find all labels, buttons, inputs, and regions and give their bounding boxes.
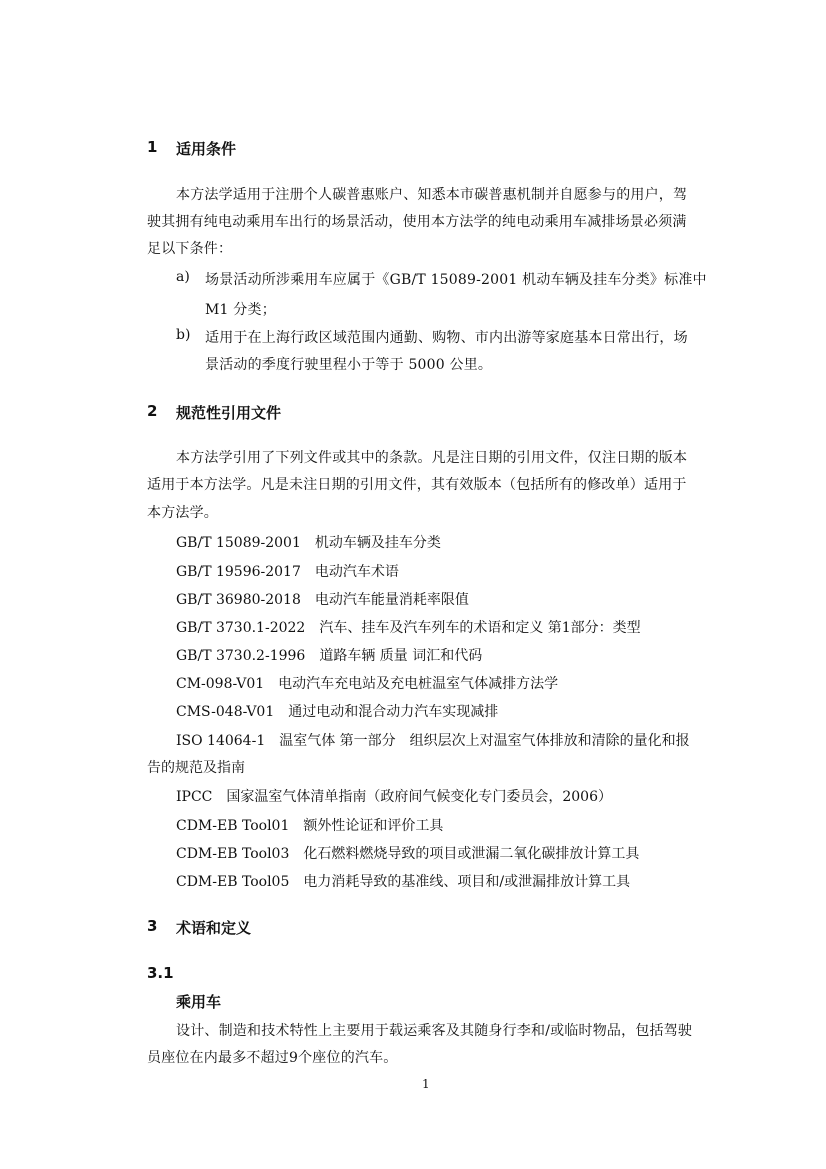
reference-item: CM-098-V01 电动汽车充电站及充电桩温室气体减排方法学: [176, 676, 559, 692]
reference-item: CDM-EB Tool01 额外性论证和评价工具: [176, 818, 444, 834]
term-definition-line-2: 员座位在内最多不超过9个座位的汽车。: [147, 1050, 398, 1066]
page-number: 1: [422, 1077, 430, 1091]
term-definition-line-1: 设计、制造和技术特性上主要用于载运乘客及其随身行李和/或临时物品，包括驾驶: [176, 1023, 693, 1039]
reference-item: GB/T 3730.1-2022 汽车、挂车及汽车列车的术语和定义 第1部分：类型: [176, 620, 641, 636]
reference-item: CMS-048-V01 通过电动和混合动力汽车实现减排: [176, 704, 499, 720]
section-1-number: 1: [147, 138, 158, 156]
reference-item: GB/T 15089-2001 机动车辆及挂车分类: [176, 535, 441, 551]
section-3-title: 术语和定义: [176, 919, 252, 937]
subsection-3-1-number: 3.1: [147, 964, 174, 982]
reference-item-continuation: 告的规范及指南: [147, 760, 245, 776]
section-2-para-line-1: 本方法学引用了下列文件或其中的条款。凡是注日期的引用文件，仅注日期的版本: [176, 450, 688, 466]
reference-item: GB/T 36980-2018 电动汽车能量消耗率限值: [176, 592, 469, 608]
section-1-title: 适用条件: [176, 140, 237, 158]
section-1-para-line-3: 足以下条件：: [147, 241, 233, 257]
section-2-para-line-3: 本方法学。: [147, 505, 218, 521]
reference-item: IPCC 国家温室气体清单指南（政府间气候变化专门委员会，2006）: [176, 789, 613, 805]
section-1-para-line-2: 驶其拥有纯电动乘用车出行的场景活动，使用本方法学的纯电动乘用车减排场景必须满: [147, 214, 687, 230]
section-2-title: 规范性引用文件: [176, 404, 282, 422]
list-item-b-line-2: 景活动的季度行驶里程小于等于 5000 公里。: [205, 357, 493, 373]
reference-item: CDM-EB Tool03 化石燃料燃烧导致的项目或泄漏二氧化碳排放计算工具: [176, 846, 640, 862]
list-item-a-line-1: 场景活动所涉乘用车应属于《GB/T 15089-2001 机动车辆及挂车分类》标准中: [205, 272, 707, 288]
list-item-a-line-2: M1 分类；: [205, 302, 276, 318]
section-3-number: 3: [147, 917, 158, 935]
list-item-a-label: a): [176, 269, 190, 285]
list-item-b-line-1: 适用于在上海行政区域范围内通勤、购物、市内出游等家庭基本日常出行，场: [205, 330, 688, 346]
reference-item: GB/T 3730.2-1996 道路车辆 质量 词汇和代码: [176, 648, 483, 664]
section-1-para-line-1: 本方法学适用于注册个人碳普惠账户、知悉本市碳普惠机制并自愿参与的用户，驾: [176, 187, 688, 203]
reference-item: CDM-EB Tool05 电力消耗导致的基准线、项目和/或泄漏排放计算工具: [176, 874, 631, 890]
reference-item: GB/T 19596-2017 电动汽车术语: [176, 564, 399, 580]
section-2-number: 2: [147, 402, 158, 420]
reference-item: ISO 14064-1 温室气体 第一部分 组织层次上对温室气体排放和清除的量化和报: [176, 733, 690, 749]
list-item-b-label: b): [176, 327, 191, 343]
section-2-para-line-2: 适用于本方法学。凡是未注日期的引用文件，其有效版本（包括所有的修改单）适用于: [147, 477, 687, 493]
term-title: 乘用车: [176, 993, 222, 1011]
